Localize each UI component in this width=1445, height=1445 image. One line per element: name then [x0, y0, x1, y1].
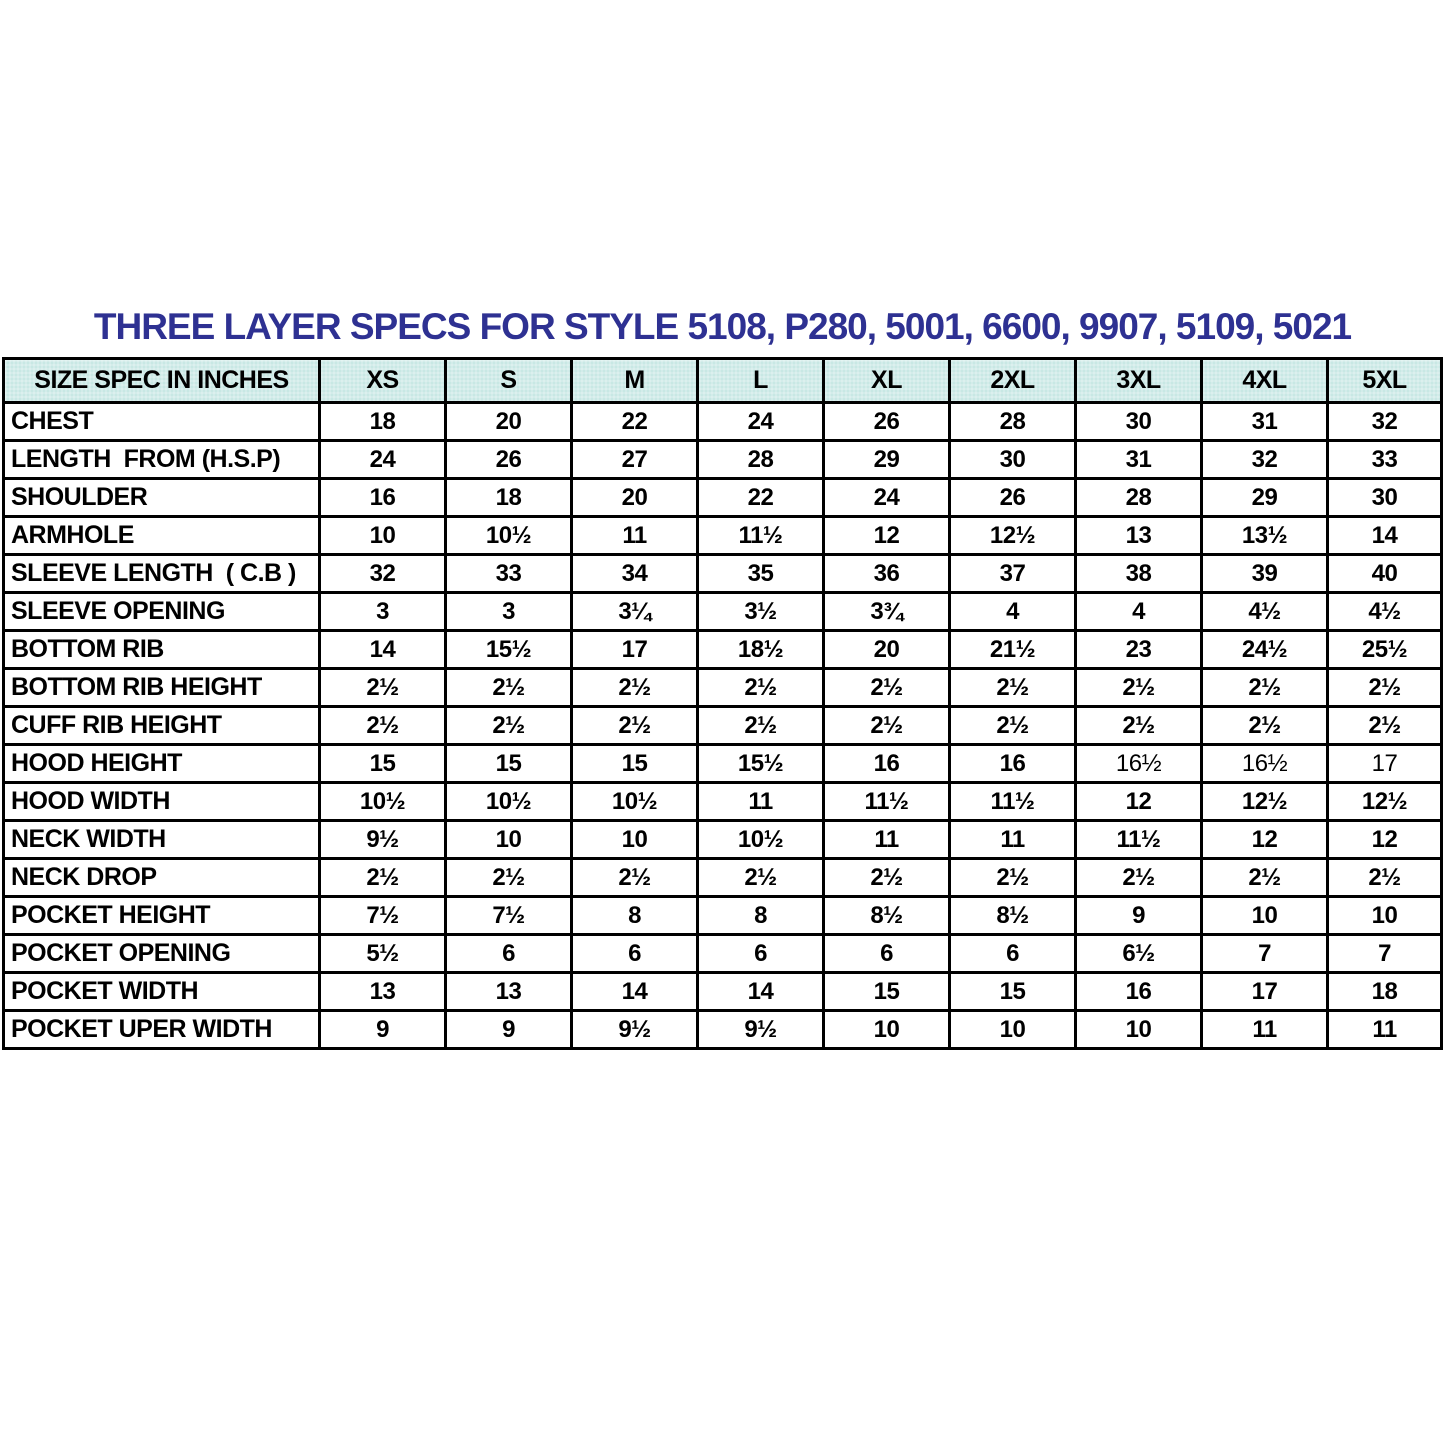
cell-chest-3xl: 30: [1076, 403, 1202, 441]
row-label-armhole: ARMHOLE: [4, 517, 320, 555]
cell-sleeve-opening-m: 3¼: [572, 593, 698, 631]
spec-row-pocket-height: [4, 897, 1442, 935]
cell-bottom-rib-height-l: 2½: [698, 669, 824, 707]
cell-hood-width-3xl: 12: [1076, 783, 1202, 821]
cell-sleeve-length-c-b-l: 35: [698, 555, 824, 593]
cell-cuff-rib-height-4xl: 2½: [1202, 707, 1328, 745]
cell-neck-width-xl: 11: [824, 821, 950, 859]
cell-neck-drop-m: 2½: [572, 859, 698, 897]
cell-armhole-2xl: 12½: [950, 517, 1076, 555]
spec-row-neck-drop: [4, 859, 1442, 897]
cell-shoulder-3xl: 28: [1076, 479, 1202, 517]
cell-pocket-opening-xs: 5½: [320, 935, 446, 973]
cell-shoulder-2xl: 26: [950, 479, 1076, 517]
cell-neck-drop-s: 2½: [446, 859, 572, 897]
cell-armhole-l: 11½: [698, 517, 824, 555]
cell-bottom-rib-4xl: 24½: [1202, 631, 1328, 669]
cell-neck-width-5xl: 12: [1328, 821, 1442, 859]
cell-pocket-height-4xl: 10: [1202, 897, 1328, 935]
cell-hood-width-2xl: 11½: [950, 783, 1076, 821]
cell-chest-5xl: 32: [1328, 403, 1442, 441]
cell-sleeve-opening-2xl: 4: [950, 593, 1076, 631]
spec-row-length-from-h-s-p: [4, 441, 1442, 479]
spec-row-pocket-uper-width: [4, 1011, 1442, 1049]
cell-sleeve-length-c-b-2xl: 37: [950, 555, 1076, 593]
cell-sleeve-opening-xl: 3¾: [824, 593, 950, 631]
cell-hood-width-xl: 11½: [824, 783, 950, 821]
cell-neck-width-3xl: 11½: [1076, 821, 1202, 859]
column-header-5xl: 5XL: [1328, 359, 1442, 403]
cell-neck-drop-l: 2½: [698, 859, 824, 897]
cell-neck-width-m: 10: [572, 821, 698, 859]
cell-chest-2xl: 28: [950, 403, 1076, 441]
cell-sleeve-length-c-b-xl: 36: [824, 555, 950, 593]
row-label-shoulder: SHOULDER: [4, 479, 320, 517]
cell-shoulder-l: 22: [698, 479, 824, 517]
cell-hood-height-xl: 16: [824, 745, 950, 783]
cell-bottom-rib-3xl: 23: [1076, 631, 1202, 669]
row-label-chest: CHEST: [4, 403, 320, 441]
column-header-m: M: [572, 359, 698, 403]
spec-row-cuff-rib-height: [4, 707, 1442, 745]
cell-bottom-rib-xl: 20: [824, 631, 950, 669]
table-header: [4, 359, 1442, 403]
row-label-pocket-width: POCKET WIDTH: [4, 973, 320, 1011]
cell-pocket-width-4xl: 17: [1202, 973, 1328, 1011]
cell-cuff-rib-height-3xl: 2½: [1076, 707, 1202, 745]
cell-shoulder-xs: 16: [320, 479, 446, 517]
cell-hood-height-3xl: 16½: [1076, 745, 1202, 783]
page-title: THREE LAYER SPECS FOR STYLE 5108, P280, 5001, 6600, 9907, 5109, 5021: [93, 306, 1352, 347]
cell-sleeve-opening-4xl: 4½: [1202, 593, 1328, 631]
table-body: [4, 403, 1442, 1049]
column-header-xs: XS: [320, 359, 446, 403]
cell-length-from-h-s-p-xs: 24: [320, 441, 446, 479]
spec-row-bottom-rib: [4, 631, 1442, 669]
cell-armhole-s: 10½: [446, 517, 572, 555]
cell-sleeve-length-c-b-s: 33: [446, 555, 572, 593]
cell-cuff-rib-height-l: 2½: [698, 707, 824, 745]
cell-length-from-h-s-p-s: 26: [446, 441, 572, 479]
cell-hood-width-s: 10½: [446, 783, 572, 821]
column-header-2xl: 2XL: [950, 359, 1076, 403]
cell-neck-width-4xl: 12: [1202, 821, 1328, 859]
cell-hood-width-xs: 10½: [320, 783, 446, 821]
cell-bottom-rib-height-xl: 2½: [824, 669, 950, 707]
cell-pocket-height-m: 8: [572, 897, 698, 935]
cell-pocket-uper-width-3xl: 10: [1076, 1011, 1202, 1049]
cell-cuff-rib-height-xl: 2½: [824, 707, 950, 745]
cell-cuff-rib-height-m: 2½: [572, 707, 698, 745]
cell-hood-height-xs: 15: [320, 745, 446, 783]
cell-hood-width-5xl: 12½: [1328, 783, 1442, 821]
cell-bottom-rib-xs: 14: [320, 631, 446, 669]
cell-pocket-height-s: 7½: [446, 897, 572, 935]
cell-pocket-height-2xl: 8½: [950, 897, 1076, 935]
cell-chest-xs: 18: [320, 403, 446, 441]
row-label-hood-height: HOOD HEIGHT: [4, 745, 320, 783]
cell-hood-height-m: 15: [572, 745, 698, 783]
cell-pocket-opening-3xl: 6½: [1076, 935, 1202, 973]
cell-pocket-height-5xl: 10: [1328, 897, 1442, 935]
cell-armhole-5xl: 14: [1328, 517, 1442, 555]
cell-chest-xl: 26: [824, 403, 950, 441]
header-row: [4, 359, 1442, 403]
cell-sleeve-opening-5xl: 4½: [1328, 593, 1442, 631]
column-header-xl: XL: [824, 359, 950, 403]
cell-cuff-rib-height-xs: 2½: [320, 707, 446, 745]
cell-chest-m: 22: [572, 403, 698, 441]
cell-pocket-opening-5xl: 7: [1328, 935, 1442, 973]
cell-pocket-uper-width-l: 9½: [698, 1011, 824, 1049]
cell-sleeve-length-c-b-m: 34: [572, 555, 698, 593]
cell-armhole-3xl: 13: [1076, 517, 1202, 555]
cell-shoulder-xl: 24: [824, 479, 950, 517]
cell-pocket-uper-width-s: 9: [446, 1011, 572, 1049]
row-label-pocket-opening: POCKET OPENING: [4, 935, 320, 973]
cell-pocket-uper-width-4xl: 11: [1202, 1011, 1328, 1049]
cell-pocket-uper-width-5xl: 11: [1328, 1011, 1442, 1049]
cell-armhole-m: 11: [572, 517, 698, 555]
cell-neck-drop-5xl: 2½: [1328, 859, 1442, 897]
column-header-4xl: 4XL: [1202, 359, 1328, 403]
cell-neck-drop-xl: 2½: [824, 859, 950, 897]
cell-bottom-rib-l: 18½: [698, 631, 824, 669]
cell-shoulder-m: 20: [572, 479, 698, 517]
cell-cuff-rib-height-s: 2½: [446, 707, 572, 745]
spec-row-hood-width: [4, 783, 1442, 821]
column-header-size-spec: SIZE SPEC IN INCHES: [4, 359, 320, 403]
cell-pocket-width-m: 14: [572, 973, 698, 1011]
cell-chest-l: 24: [698, 403, 824, 441]
cell-hood-height-s: 15: [446, 745, 572, 783]
column-header-s: S: [446, 359, 572, 403]
row-label-bottom-rib: BOTTOM RIB: [4, 631, 320, 669]
spec-row-sleeve-length-c-b: [4, 555, 1442, 593]
spec-row-pocket-opening: [4, 935, 1442, 973]
spec-row-shoulder: [4, 479, 1442, 517]
cell-bottom-rib-2xl: 21½: [950, 631, 1076, 669]
spec-row-chest: [4, 403, 1442, 441]
cell-shoulder-s: 18: [446, 479, 572, 517]
row-label-bottom-rib-height: BOTTOM RIB HEIGHT: [4, 669, 320, 707]
cell-bottom-rib-height-m: 2½: [572, 669, 698, 707]
cell-hood-width-4xl: 12½: [1202, 783, 1328, 821]
cell-length-from-h-s-p-4xl: 32: [1202, 441, 1328, 479]
cell-sleeve-opening-l: 3½: [698, 593, 824, 631]
row-label-length-from-h-s-p: LENGTH FROM (H.S.P): [4, 441, 320, 479]
cell-neck-width-s: 10: [446, 821, 572, 859]
cell-hood-width-l: 11: [698, 783, 824, 821]
cell-length-from-h-s-p-m: 27: [572, 441, 698, 479]
cell-pocket-height-3xl: 9: [1076, 897, 1202, 935]
cell-bottom-rib-height-5xl: 2½: [1328, 669, 1442, 707]
spec-row-sleeve-opening: [4, 593, 1442, 631]
cell-pocket-opening-xl: 6: [824, 935, 950, 973]
cell-hood-height-5xl: 17: [1328, 745, 1442, 783]
cell-bottom-rib-s: 15½: [446, 631, 572, 669]
cell-neck-drop-3xl: 2½: [1076, 859, 1202, 897]
cell-bottom-rib-5xl: 25½: [1328, 631, 1442, 669]
cell-pocket-uper-width-m: 9½: [572, 1011, 698, 1049]
cell-pocket-opening-4xl: 7: [1202, 935, 1328, 973]
cell-pocket-uper-width-2xl: 10: [950, 1011, 1076, 1049]
spec-row-neck-width: [4, 821, 1442, 859]
cell-neck-width-l: 10½: [698, 821, 824, 859]
cell-pocket-width-xl: 15: [824, 973, 950, 1011]
cell-pocket-width-xs: 13: [320, 973, 446, 1011]
cell-sleeve-length-c-b-3xl: 38: [1076, 555, 1202, 593]
cell-sleeve-opening-xs: 3: [320, 593, 446, 631]
row-label-pocket-uper-width: POCKET UPER WIDTH: [4, 1011, 320, 1049]
cell-cuff-rib-height-5xl: 2½: [1328, 707, 1442, 745]
spec-row-hood-height: [4, 745, 1442, 783]
cell-pocket-uper-width-xs: 9: [320, 1011, 446, 1049]
cell-bottom-rib-height-s: 2½: [446, 669, 572, 707]
cell-chest-s: 20: [446, 403, 572, 441]
cell-cuff-rib-height-2xl: 2½: [950, 707, 1076, 745]
cell-bottom-rib-height-3xl: 2½: [1076, 669, 1202, 707]
spec-row-armhole: [4, 517, 1442, 555]
spec-row-pocket-width: [4, 973, 1442, 1011]
cell-pocket-height-xl: 8½: [824, 897, 950, 935]
cell-hood-height-2xl: 16: [950, 745, 1076, 783]
size-spec-table: [2, 357, 1443, 1050]
cell-pocket-opening-l: 6: [698, 935, 824, 973]
cell-armhole-xs: 10: [320, 517, 446, 555]
cell-pocket-opening-m: 6: [572, 935, 698, 973]
cell-neck-width-xs: 9½: [320, 821, 446, 859]
cell-shoulder-4xl: 29: [1202, 479, 1328, 517]
row-label-sleeve-opening: SLEEVE OPENING: [4, 593, 320, 631]
row-label-neck-drop: NECK DROP: [4, 859, 320, 897]
cell-sleeve-length-c-b-xs: 32: [320, 555, 446, 593]
cell-length-from-h-s-p-l: 28: [698, 441, 824, 479]
cell-pocket-opening-2xl: 6: [950, 935, 1076, 973]
cell-neck-drop-4xl: 2½: [1202, 859, 1328, 897]
row-label-pocket-height: POCKET HEIGHT: [4, 897, 320, 935]
cell-bottom-rib-height-2xl: 2½: [950, 669, 1076, 707]
cell-neck-width-2xl: 11: [950, 821, 1076, 859]
cell-pocket-width-s: 13: [446, 973, 572, 1011]
cell-neck-drop-xs: 2½: [320, 859, 446, 897]
cell-pocket-uper-width-xl: 10: [824, 1011, 950, 1049]
cell-armhole-xl: 12: [824, 517, 950, 555]
cell-pocket-width-3xl: 16: [1076, 973, 1202, 1011]
cell-pocket-opening-s: 6: [446, 935, 572, 973]
cell-length-from-h-s-p-5xl: 33: [1328, 441, 1442, 479]
cell-bottom-rib-height-4xl: 2½: [1202, 669, 1328, 707]
row-label-hood-width: HOOD WIDTH: [4, 783, 320, 821]
cell-length-from-h-s-p-xl: 29: [824, 441, 950, 479]
cell-bottom-rib-height-xs: 2½: [320, 669, 446, 707]
cell-pocket-height-l: 8: [698, 897, 824, 935]
cell-chest-4xl: 31: [1202, 403, 1328, 441]
cell-bottom-rib-m: 17: [572, 631, 698, 669]
cell-sleeve-opening-3xl: 4: [1076, 593, 1202, 631]
spec-row-bottom-rib-height: [4, 669, 1442, 707]
cell-armhole-4xl: 13½: [1202, 517, 1328, 555]
row-label-sleeve-length-c-b: SLEEVE LENGTH ( C.B ): [4, 555, 320, 593]
cell-hood-width-m: 10½: [572, 783, 698, 821]
cell-pocket-width-l: 14: [698, 973, 824, 1011]
cell-hood-height-l: 15½: [698, 745, 824, 783]
cell-sleeve-length-c-b-4xl: 39: [1202, 555, 1328, 593]
cell-pocket-width-2xl: 15: [950, 973, 1076, 1011]
cell-neck-drop-2xl: 2½: [950, 859, 1076, 897]
cell-pocket-height-xs: 7½: [320, 897, 446, 935]
cell-length-from-h-s-p-3xl: 31: [1076, 441, 1202, 479]
cell-sleeve-length-c-b-5xl: 40: [1328, 555, 1442, 593]
row-label-neck-width: NECK WIDTH: [4, 821, 320, 859]
row-label-cuff-rib-height: CUFF RIB HEIGHT: [4, 707, 320, 745]
cell-pocket-width-5xl: 18: [1328, 973, 1442, 1011]
cell-sleeve-opening-s: 3: [446, 593, 572, 631]
column-header-l: L: [698, 359, 824, 403]
cell-hood-height-4xl: 16½: [1202, 745, 1328, 783]
column-header-3xl: 3XL: [1076, 359, 1202, 403]
cell-shoulder-5xl: 30: [1328, 479, 1442, 517]
cell-length-from-h-s-p-2xl: 30: [950, 441, 1076, 479]
